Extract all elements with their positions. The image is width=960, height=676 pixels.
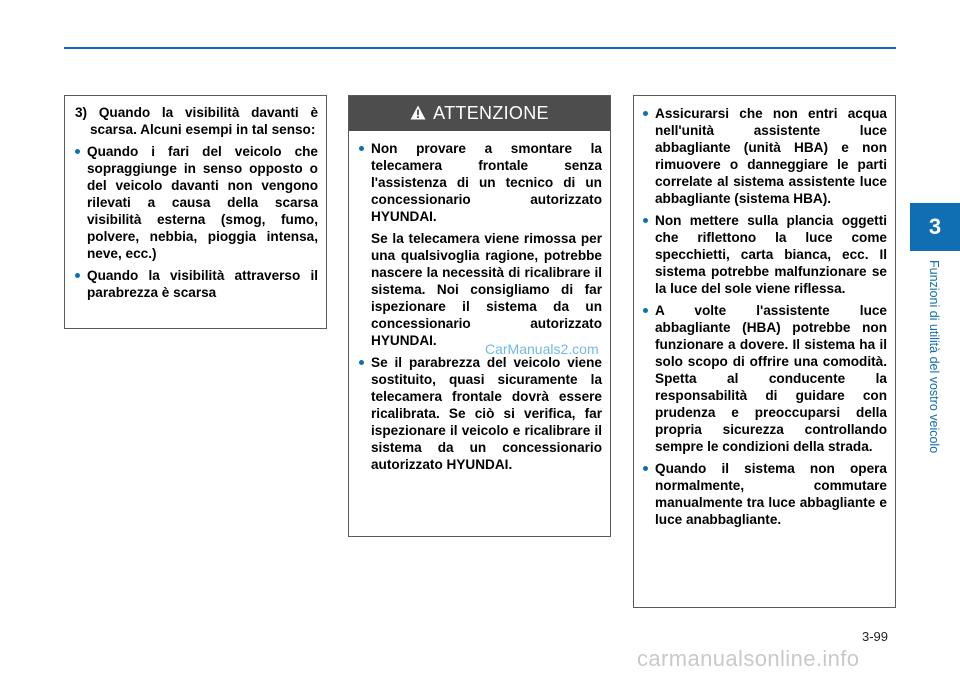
top-rule bbox=[64, 47, 896, 49]
visibility-bullet-1: Quando i fari del veicolo che sopraggiunge in senso opposto o del veicolo davanti non vengono rilevati a causa della scarsa visibilità esterna (smog, fumo, polvere, nebbia, pioggia intensa, neve, ecc.) bbox=[75, 143, 318, 262]
warning-triangle-icon bbox=[410, 105, 426, 123]
warning-box bbox=[348, 95, 611, 537]
page-number: 3-99 bbox=[862, 629, 889, 644]
watermark: CarManuals2.com bbox=[485, 341, 599, 357]
hba-bullet-2: Non mettere sulla plancia oggetti che riflettono la luce come specchietti, carta bianca, ecc. Il sistema potrebbe malfunzionare se la luce del sole viene riflessa. bbox=[643, 212, 887, 297]
visibility-bullet-2: Quando la visibilità attraverso il parabrezza è scarsa bbox=[75, 267, 318, 301]
hba-notes-box bbox=[633, 95, 896, 608]
chapter-number: 3 bbox=[928, 214, 942, 239]
warning-subparagraph: Se la telecamera viene rimossa per una qualsivoglia ragione, potrebbe nascere la necessità di ricalibrare il sistema. Noi consigliamo di far ispezionare il sistema da un concessionario autorizzato HYUNDAI. bbox=[371, 231, 602, 348]
footer-site-link[interactable]: carmanualsonline.info bbox=[637, 646, 860, 671]
visibility-heading: 3) Quando la visibilità davanti è scarsa. Alcuni esempi in tal senso: bbox=[75, 105, 318, 137]
hba-bullet-3: A volte l'assistente luce abbagliante (HBA) potrebbe non funzionare a dovere. Il sistema ha il solo scopo di offrire una comodità. Spetta al conducente la responsabilità di guidare con prudenza e preoccuparsi della propria sicurezza controllando sempre le condizioni della strada. bbox=[643, 302, 887, 455]
visibility-box bbox=[64, 95, 327, 329]
hba-bullet-1: Assicurarsi che non entri acqua nell'unità assistente luce abbagliante (unità HBA) e non rimuovere o danneggiare le parti correlate al sistema assistente luce abbagliante (sistema HBA). bbox=[643, 105, 887, 207]
chapter-tab bbox=[910, 203, 960, 251]
chapter-title-text: Funzioni di utilità del vostro veicolo bbox=[927, 260, 941, 454]
chapter-title bbox=[921, 260, 947, 492]
warning-header bbox=[349, 96, 610, 131]
warning-bullet-1: Non provare a smontare la telecamera frontale senza l'assistenza di un tecnico di un concessionario autorizzato HYUNDAI. bbox=[359, 140, 602, 225]
warning-body bbox=[349, 131, 610, 473]
warning-bullet-2: Se il parabrezza del veicolo viene sostituito, quasi sicuramente la telecamera frontale dovrà essere ricalibrata. Se ciò si verifica, far ispezionare il veicolo e ricalibrare il sistema da un concessionario autorizzato HYUNDAI. bbox=[359, 354, 602, 473]
hba-bullet-4: Quando il sistema non opera normalmente, commutare manualmente tra luce abbagliante e luce anabbagliante. bbox=[643, 460, 887, 528]
warning-title: ATTENZIONE bbox=[433, 103, 549, 123]
